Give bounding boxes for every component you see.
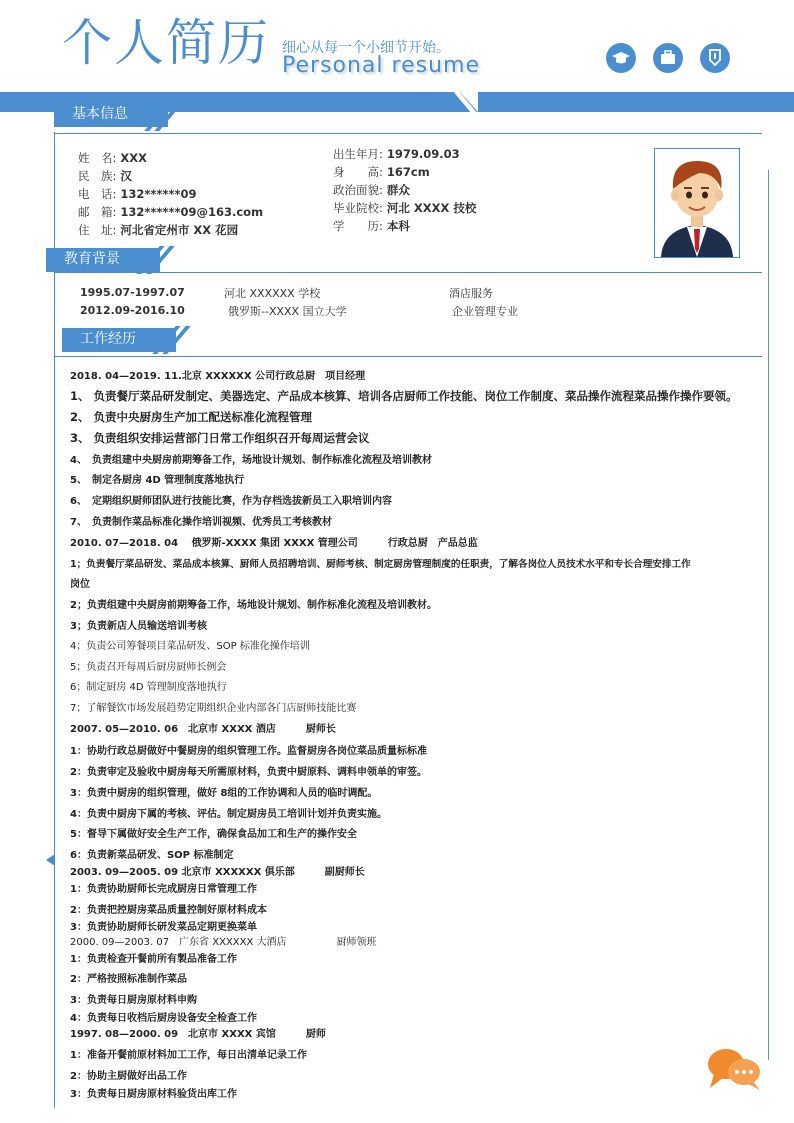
work-line: 5：督导下属做好安全生产工作，确保食品加工和生产的操作安全 <box>70 829 357 840</box>
resume-title-cn: 个人简历 <box>62 14 270 72</box>
info-label: 学 历: <box>333 219 383 233</box>
info-row <box>78 186 263 204</box>
info-row <box>78 204 263 222</box>
work-line: 1997. 08—2000. 09 北京市 XXXX 宾馆 厨师 <box>70 1029 326 1040</box>
work-line: 4：负责每日收档后厨房设备安全检查工作 <box>70 1013 257 1024</box>
work-line: 2018. 04—2019. 11.北京 XXXXXX 公司行政总厨 项目经理 <box>70 371 366 382</box>
section-education-tab: 教育背景 <box>46 248 160 272</box>
work-line: 3：负责每日厨房原材料验货出库工作 <box>70 1089 237 1100</box>
basic-info-right <box>333 146 476 236</box>
work-line: 3：负责中厨房的组织管理，做好 8组的工作协调和人员的临时调配。 <box>70 788 378 799</box>
info-label: 电 话: <box>78 187 117 201</box>
work-line: 7；了解餐饮市场发展趋势定期组织企业内部各门店厨师技能比赛 <box>70 703 357 714</box>
info-value: 河北省定州市 XX 花园 <box>120 223 239 237</box>
work-line: 1：负责检查开餐前所有製品准备工作 <box>70 954 237 965</box>
resume-title-en: Personal resume <box>282 53 480 78</box>
profile-photo <box>654 148 740 258</box>
briefcase-icon <box>653 43 683 73</box>
frame-marker <box>46 854 55 866</box>
info-row <box>333 164 476 182</box>
info-row <box>78 222 263 240</box>
work-line: 3：负责每日厨房原材料申购 <box>70 995 197 1006</box>
info-value: 1979.09.03 <box>386 147 460 161</box>
info-row <box>333 218 476 236</box>
work-line: 1：协助行政总厨做好中餐厨房的组织管理工作。监督厨房各岗位菜品质量标标准 <box>70 746 427 757</box>
info-label: 民 族: <box>78 169 117 183</box>
section-work-tab: 工作经历 <box>62 328 176 352</box>
work-line: 6；制定厨房 4D 管理制度落地执行 <box>70 682 227 693</box>
work-line: 2010. 07—2018. 04 俄罗斯-XXXX 集团 XXXX 管理公司 行政总厨 产品总监 <box>70 538 478 549</box>
info-label: 身 高: <box>333 165 383 179</box>
work-line: 1、 负责餐厅菜品研发制定、美器选定、产品成本核算、培训各店厨师工作技能、岗位工作制度、菜品操作流程菜品操作操作要领。 <box>70 389 738 403</box>
work-line: 4：负责中厨房下属的考核、评估。制定厨房员工培训计划并负责实施。 <box>70 809 387 820</box>
info-row <box>333 200 476 218</box>
info-row <box>78 168 263 186</box>
frame-left <box>54 132 55 1108</box>
info-label: 住 址: <box>78 223 117 237</box>
info-value: 132******09@163.com <box>120 205 264 219</box>
work-line: 1；负责餐厅菜品研发、菜品成本核算、厨师人员招聘培训、厨师考核、制定厨房管理制度的任职责，了解各岗位人员技术水平和专长合理安排工作 <box>70 559 691 570</box>
edu-school: 俄罗斯--XXXX 国立大学 <box>228 305 347 318</box>
info-value: 本科 <box>386 219 410 233</box>
work-line: 1：负责协助厨师长完成厨房日常管理工作 <box>70 884 257 895</box>
work-line: 5；负责召开每周后厨房厨师长例会 <box>70 662 227 673</box>
work-line: 1：准备开餐前原材料加工工作，每日出清单记录工作 <box>70 1050 307 1061</box>
avatar-illustration <box>655 149 739 257</box>
speech-bubble-icon <box>704 1044 764 1094</box>
edu-period: 2012.09-2016.10 <box>80 304 185 317</box>
info-label: 邮 箱: <box>78 205 117 219</box>
work-line: 3；负责新店人员输送培训考核 <box>70 621 207 632</box>
info-value: XXX <box>120 151 147 165</box>
work-line: 2003. 09—2005. 09 北京市 XXXXXX 俱乐部 副厨师长 <box>70 867 365 878</box>
work-line: 2：严格按照标准制作菜品 <box>70 974 187 985</box>
info-label: 姓 名: <box>78 151 117 165</box>
work-line: 岗位 <box>70 579 90 590</box>
info-row <box>333 146 476 164</box>
badge-icon <box>700 43 730 73</box>
work-line: 2：负责审定及验收中厨房每天所需原材料，负责中厨原料、调料申领单的审签。 <box>70 767 427 778</box>
work-line: 6：负责新菜品研发、SOP 标准制定 <box>70 850 234 861</box>
work-line: 2：协助主厨做好出品工作 <box>70 1071 187 1082</box>
work-line: 3：负责协助厨师长研发菜品定期更换菜单 <box>70 922 257 933</box>
info-label: 出生年月: <box>333 147 383 161</box>
edu-school: 河北 XXXXXX 学校 <box>224 287 321 300</box>
work-line: 6、 定期组织厨师团队进行技能比赛，作为存档选拔新员工入职培训内容 <box>70 496 392 507</box>
info-label: 政治面貌: <box>333 183 383 197</box>
info-value: 群众 <box>386 183 410 197</box>
work-line: 2007. 05—2010. 06 北京市 XXXX 酒店 厨师长 <box>70 724 336 735</box>
basic-info-left <box>78 150 263 240</box>
info-value: 132******09 <box>120 187 197 201</box>
info-label: 毕业院校: <box>333 201 383 215</box>
work-line: 2、 负责中央厨房生产加工配送标准化流程管理 <box>70 410 313 424</box>
work-line: 2000. 09—2003. 07 广东省 XXXXXX 大酒店 厨师领班 <box>70 937 377 948</box>
work-line: 4；负责公司筹餐项目菜品研发、SOP 标准化操作培训 <box>70 641 310 652</box>
info-value: 汉 <box>120 169 132 183</box>
section-rule <box>54 133 762 134</box>
section-basic-tab: 基本信息 <box>54 103 168 127</box>
info-value: 河北 XXXX 技校 <box>386 201 477 215</box>
info-row <box>78 150 263 168</box>
work-line: 3、 负责组织安排运营部门日常工作组织召开每周运营会议 <box>70 431 370 445</box>
info-value: 167cm <box>386 165 430 179</box>
work-line: 2：负责把控厨房菜品质量控制好原材料成本 <box>70 905 267 916</box>
work-line: 4、 负责组建中央厨房前期筹备工作，场地设计规划、制作标准化流程及培训教材 <box>70 455 432 466</box>
work-line: 2；负责组建中央厨房前期筹备工作，场地设计规划、制作标准化流程及培训教材。 <box>70 600 437 611</box>
section-rule <box>54 356 762 357</box>
graduation-cap-icon <box>606 43 636 73</box>
section-rule <box>54 272 762 273</box>
work-line: 7、 负责制作菜品标准化操作培训视频、优秀员工考核教材 <box>70 517 332 528</box>
edu-major: 酒店服务 <box>449 287 493 300</box>
info-row <box>333 182 476 200</box>
edu-major: 企业管理专业 <box>452 305 518 318</box>
edu-period: 1995.07-1997.07 <box>80 286 185 299</box>
work-line: 5、 制定各厨房 4D 管理制度落地执行 <box>70 475 245 486</box>
frame-right <box>768 170 769 1060</box>
resume-slogan: 细心从每一个小细节开始。 <box>282 40 450 56</box>
